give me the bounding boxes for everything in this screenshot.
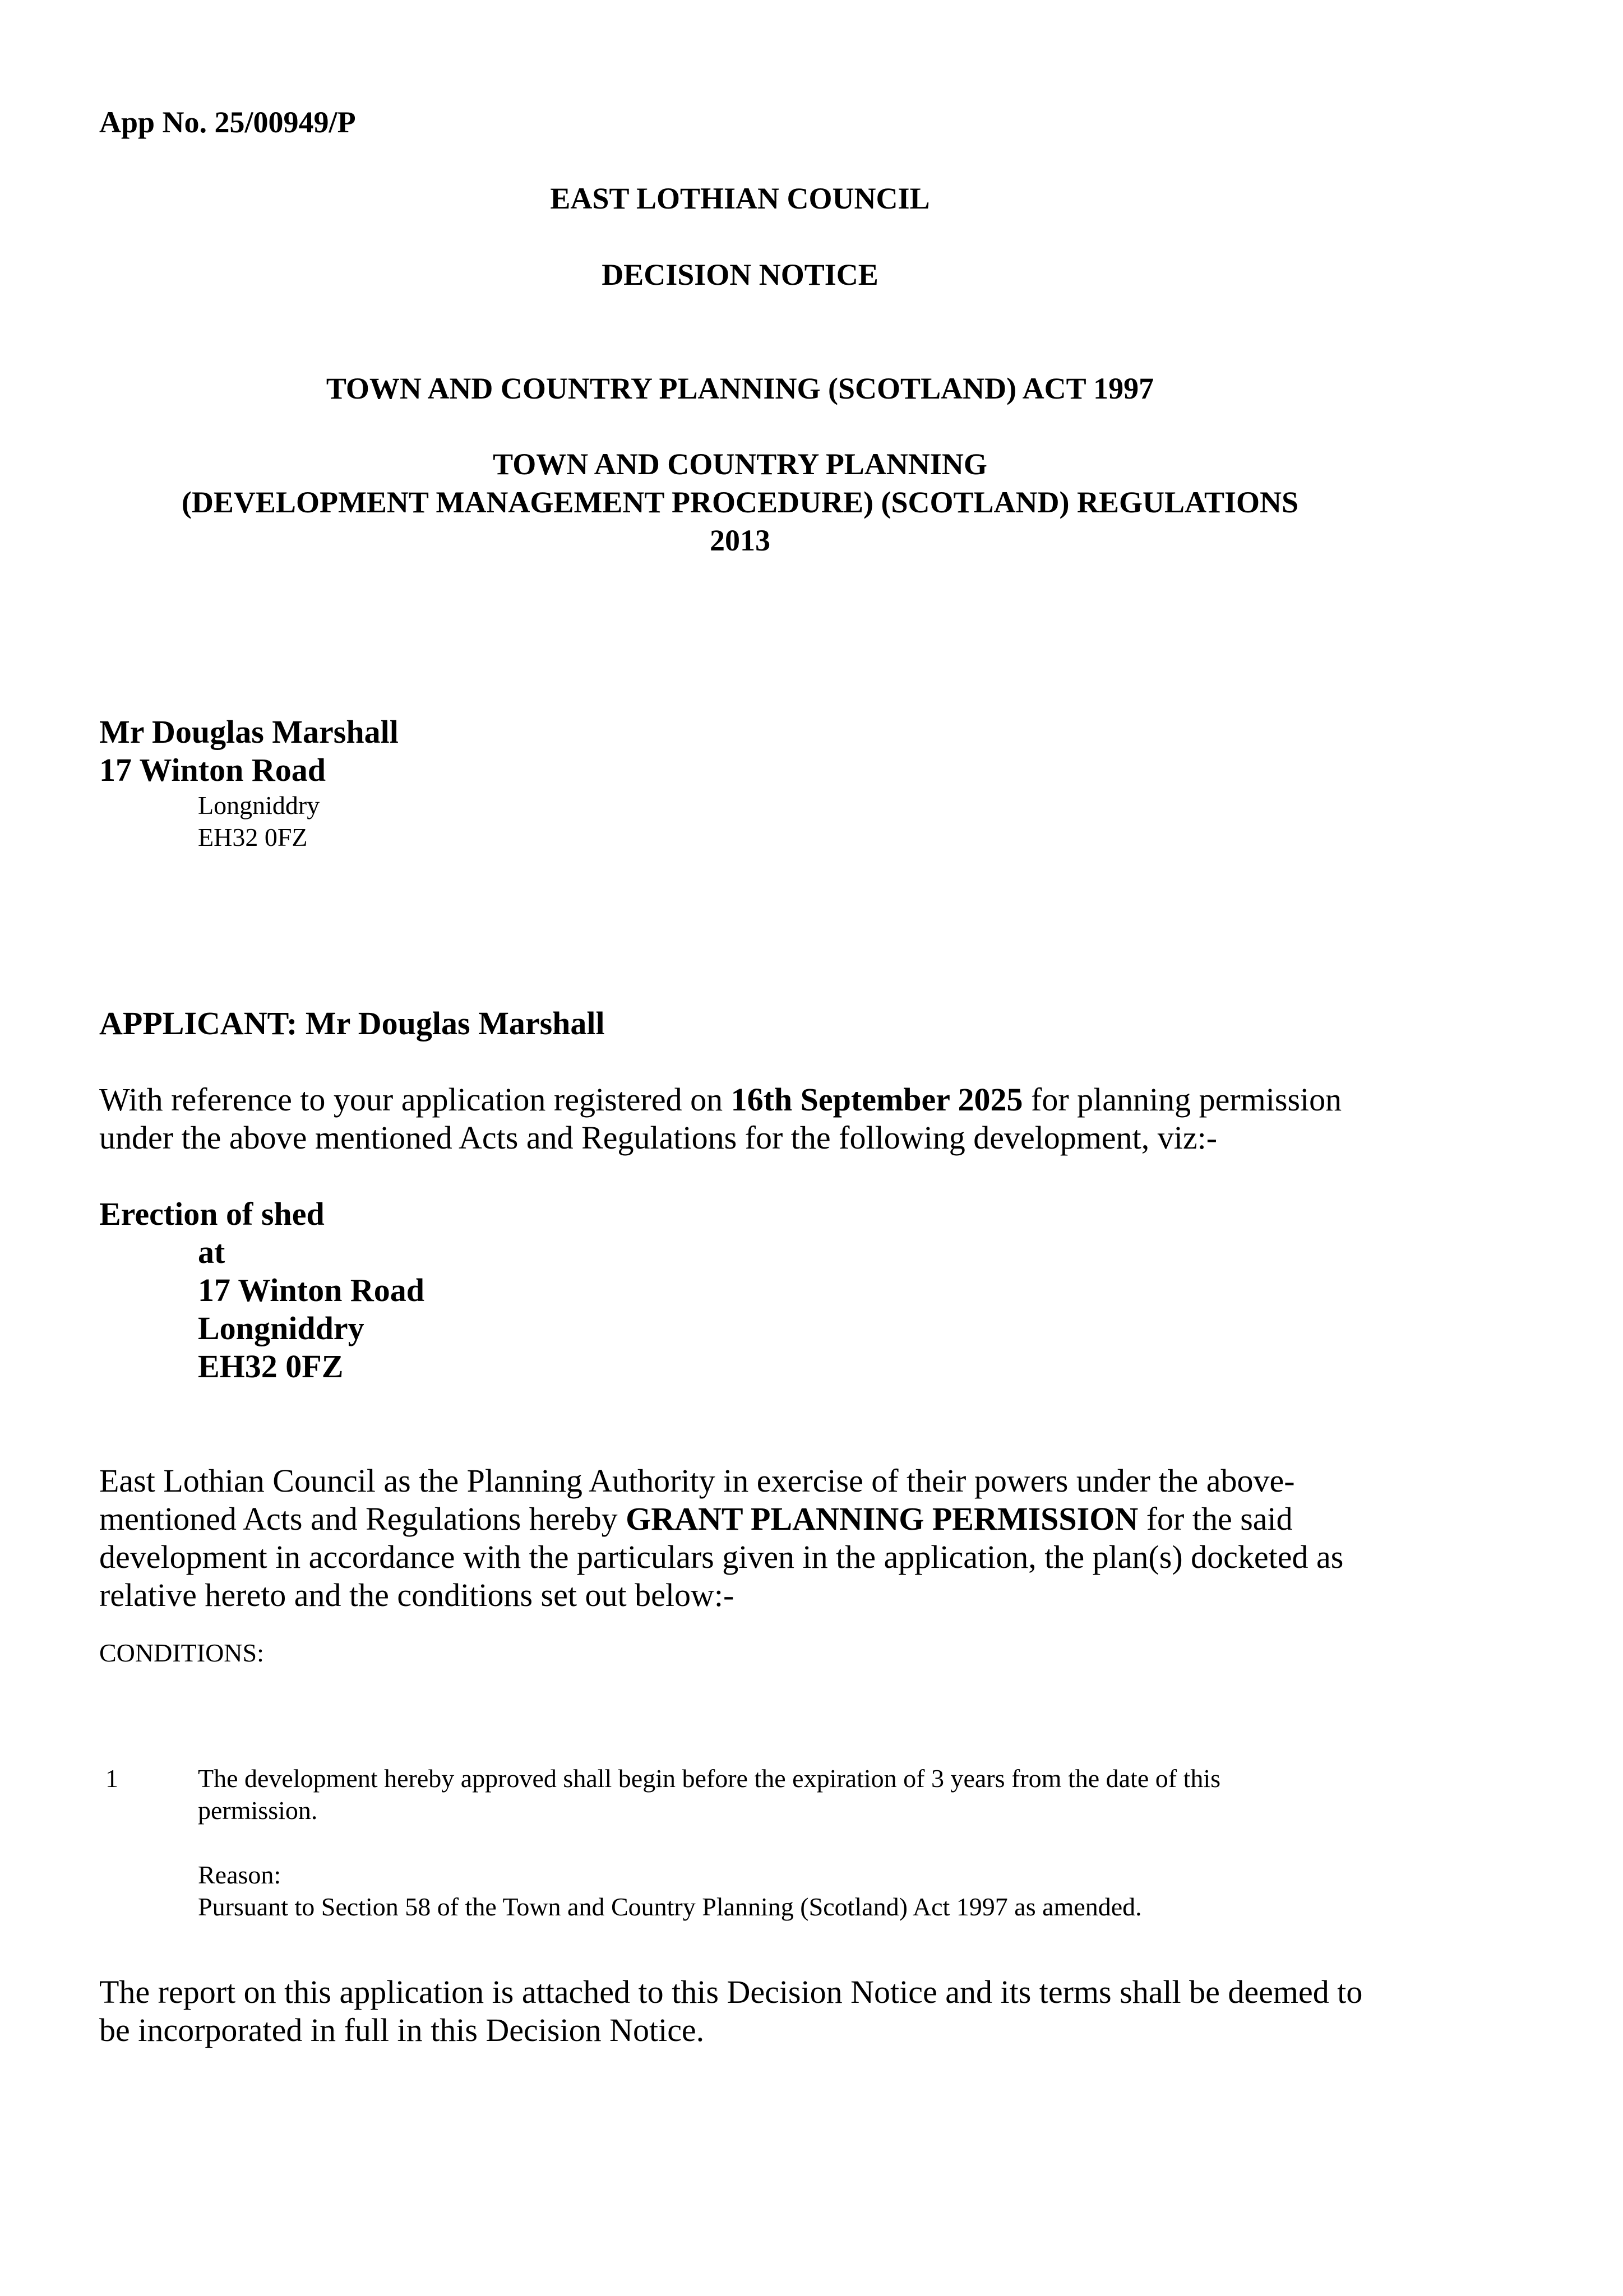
council-name: EAST LOTHIAN COUNCIL [550,182,930,215]
closing-line-1: The report on this application is attached to this Decision Notice and its terms shall be deemed to [99,1974,1363,2010]
applicant-line: APPLICANT: Mr Douglas Marshall [99,1005,605,1041]
closing-line-2: be incorporated in full in this Decision Notice. [99,2012,705,2048]
decision-line-1: East Lothian Council as the Planning Authority in exercise of their powers under the above- [99,1462,1295,1499]
grant-permission-text: GRANT PLANNING PERMISSION [626,1501,1139,1537]
application-number: App No. 25/00949/P [99,105,356,139]
notice-title: DECISION NOTICE [602,258,878,291]
condition-text-line-2: permission. [198,1796,318,1825]
condition-reason-text: Pursuant to Section 58 of the Town and Country Planning (Scotland) Act 1997 as amended. [198,1892,1142,1921]
addressee-street: 17 Winton Road [99,752,326,788]
decision-line-2 [99,1500,1293,1538]
regulations-line-1: TOWN AND COUNTRY PLANNING [493,447,987,481]
reference-text: With reference to your application registered on [99,1081,731,1118]
decision-line-4: relative hereto and the conditions set out below:- [99,1577,734,1613]
regulations-line-3: 2013 [710,524,770,557]
decision-text-after: for the said [1138,1501,1293,1537]
development-postcode: EH32 0FZ [198,1348,344,1385]
condition-number: 1 [105,1764,118,1793]
addressee-postcode: EH32 0FZ [198,823,308,851]
reference-text-after: for planning permission [1023,1081,1342,1118]
decision-text: mentioned Acts and Regulations hereby [99,1501,626,1537]
condition-reason-label: Reason: [198,1860,281,1889]
reference-line-2: under the above mentioned Acts and Regulations for the following development, viz:- [99,1119,1218,1156]
registration-date: 16th September 2025 [730,1081,1023,1118]
reference-line-1 [99,1081,1342,1119]
development-description: Erection of shed [99,1196,325,1232]
addressee-name: Mr Douglas Marshall [99,714,399,750]
development-at: at [198,1234,225,1270]
conditions-heading: CONDITIONS: [99,1638,264,1667]
condition-text-line-1: The development hereby approved shall begin before the expiration of 3 years from the date of this [198,1764,1221,1793]
development-town: Longniddry [198,1310,364,1346]
decision-line-3: development in accordance with the particulars given in the application, the plan(s) docketed as [99,1539,1344,1575]
development-street: 17 Winton Road [198,1272,424,1308]
regulations-line-2: (DEVELOPMENT MANAGEMENT PROCEDURE) (SCOTLAND) REGULATIONS [181,485,1299,519]
addressee-town: Longniddry [198,791,320,820]
act-title: TOWN AND COUNTRY PLANNING (SCOTLAND) ACT 1997 [326,372,1154,405]
